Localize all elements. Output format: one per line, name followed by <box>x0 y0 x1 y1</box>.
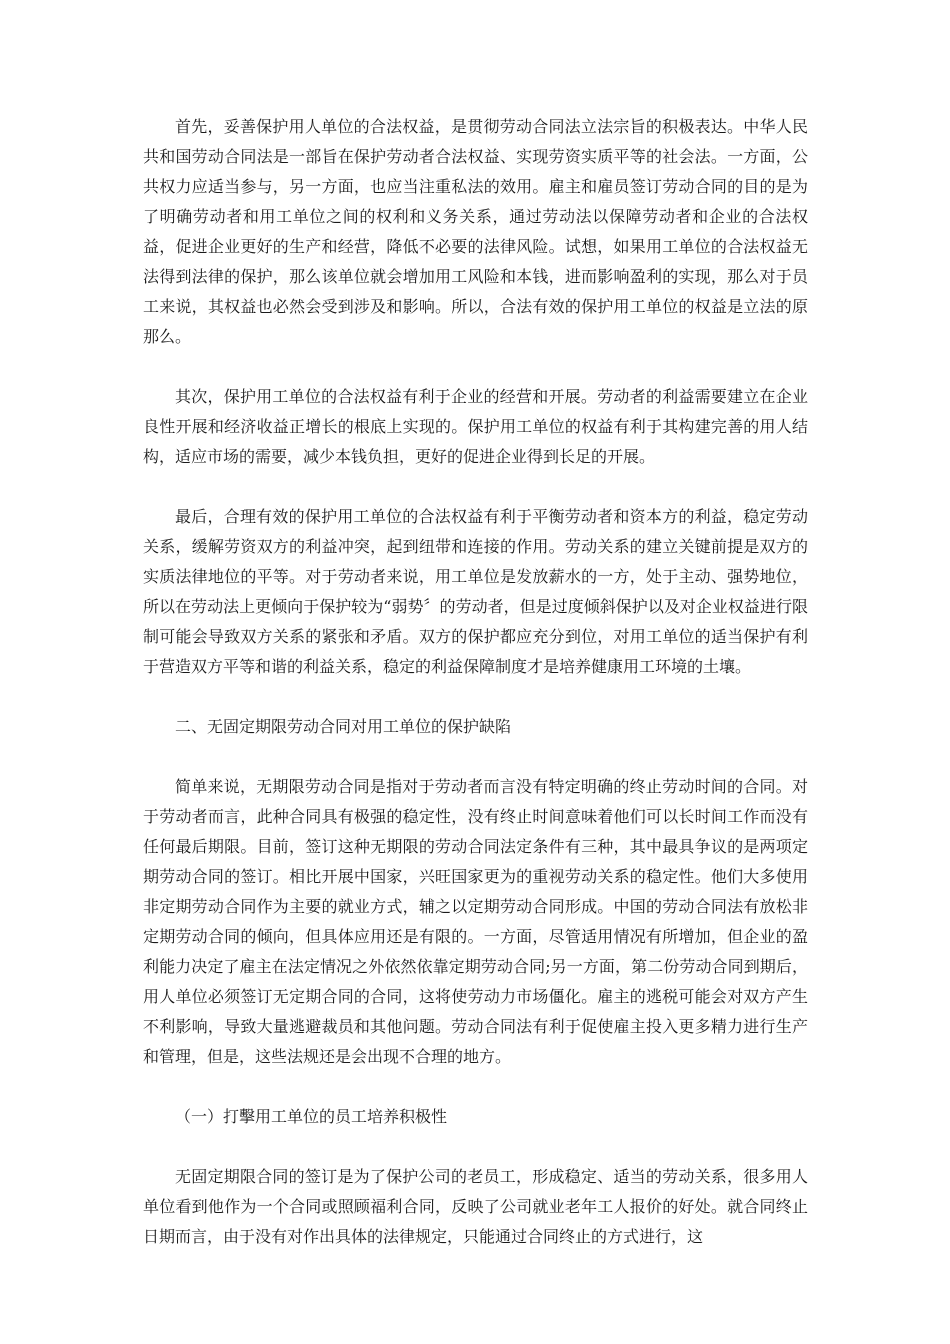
paragraph-3: 最后，合理有效的保护用工单位的合法权益有利于平衡劳动者和资本方的利益，稳定劳动关系，缓解劳资双方的利益冲突，起到纽带和连接的作用。劳动关系的建立关键前提是双方的实质法律地位的平等。对于劳动者来说，用工单位是发放薪水的一方，处于主动、强势地位，所以在劳动法上更倾向于保护较为“弱势〞的劳动者，但是过度倾斜保护以及对企业权益进行限制可能会导致双方关系的紧张和矛盾。双方的保护都应充分到位，对用工单位的适当保护有利于营造双方平等和谐的利益关系，稳定的利益保障制度才是培养健康用工环境的土壤。 <box>143 507 808 676</box>
paragraph-4: 简单来说，无期限劳动合同是指对于劳动者而言没有特定明确的终止劳动时间的合同。对于劳动者而言，此种合同具有极强的稳定性，没有终止时间意味着他们可以长时间工作而没有任何最后期限。目前，签订这种无期限的劳动合同法定条件有三种，其中最具争议的是两项定期劳动合同的签订。相比开展中国家，兴旺国家更为的重视劳动关系的稳定性。他们大多使用非定期劳动合同作为主要的就业方式，辅之以定期劳动合同形成。中国的劳动合同法有放松非定期劳动合同的倾向，但具体应用还是有限的。一方面，尽管适用情况有所增加，但企业的盈利能力决定了雇主在法定情况之外依然依靠定期劳动合同;另一方面，第二份劳动合同到期后，用人单位必须签订无定期合同的合同，这将使劳动力市场僵化。雇主的逃税可能会对双方产生不利影响，导致大量逃避裁员和其他问题。劳动合同法有利于促使雇主投入更多精力进行生产和管理，但是，这些法规还是会出现不合理的地方。 <box>143 777 808 1066</box>
paragraph-spacer <box>143 742 808 772</box>
document-body <box>143 112 808 1252</box>
paragraph-1: 首先，妥善保护用人单位的合法权益，是贯彻劳动合同法立法宗旨的积极表达。中华人民共和国劳动合同法是一部旨在保护劳动者合法权益、实现劳资实质平等的社会法。一方面，公共权力应适当参与，另一方面，也应当注重私法的效用。雇主和雇员签订劳动合同的目的是为了明确劳动者和用工单位之间的权利和义务关系，通过劳动法以保障劳动者和企业的合法权益，促进企业更好的生产和经营，降低不必要的法律风险。试想，如果用工单位的合法权益无法得到法律的保护，那么该单位就会增加用工风险和本钱，进而影响盈利的实现，那么对于员工来说，其权益也必然会受到涉及和影响。所以，合法有效的保护用工单位的权益是立法的原那么。 <box>143 117 808 346</box>
paragraph-spacer <box>143 1132 808 1162</box>
paragraph-spacer <box>143 352 808 382</box>
paragraph-spacer <box>143 472 808 502</box>
paragraph-5: 无固定期限合同的签订是为了保护公司的老员工，形成稳定、适当的劳动关系，很多用人单位看到他作为一个合同或照顾福利合同，反映了公司就业老年工人报价的好处。就合同终止日期而言，由于没有对作出具体的法律规定，只能通过合同终止的方式进行，这 <box>143 1167 808 1246</box>
paragraph-spacer <box>143 682 808 712</box>
section-heading: 二、无固定期限劳动合同对用工单位的保护缺陷 <box>175 717 512 736</box>
paragraph-2: 其次，保护用工单位的合法权益有利于企业的经营和开展。劳动者的利益需要建立在企业良性开展和经济收益正增长的根底上实现的。保护用工单位的权益有利于其构建完善的用人结构，适应市场的需要，减少本钱负担，更好的促进企业得到长足的开展。 <box>143 387 808 466</box>
paragraph-spacer <box>143 1072 808 1102</box>
subsection-heading: （一）打擊用工单位的员工培养积极性 <box>175 1107 448 1126</box>
